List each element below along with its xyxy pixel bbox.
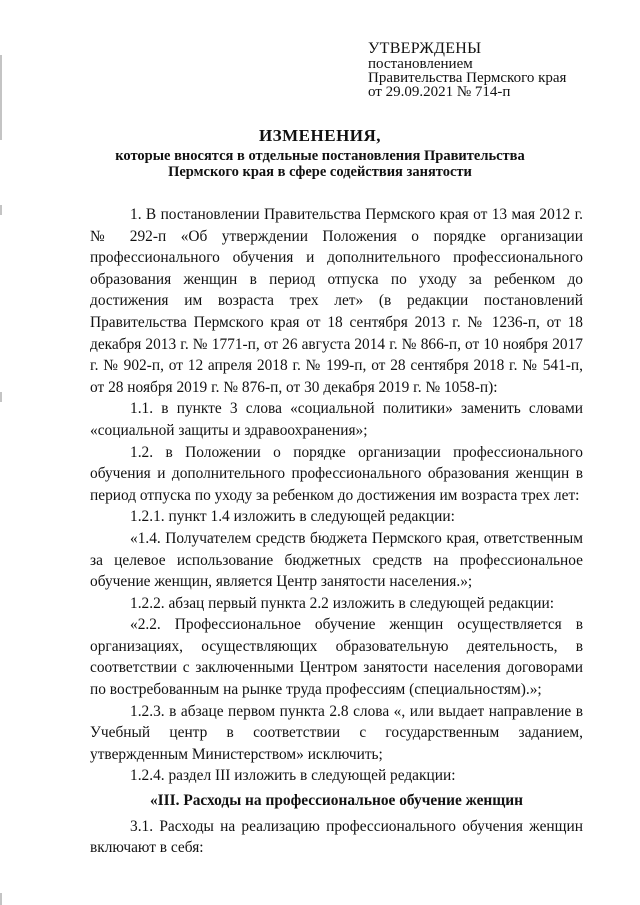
document-subtitle [0, 148, 640, 180]
approval-heading: УТВЕРЖДЕНЫ [368, 40, 482, 57]
document-title: ИЗМЕНЕНИЯ, [258, 126, 382, 145]
section-heading: «III. Расходы на профессиональное обучение женщин [149, 792, 524, 810]
paragraph: «1.4. Получателем средств бюджета Пермского края, ответственным за целевое использование бюджетных средств на профессиональное обучение женщин, является Центр занятости населения.»; [90, 529, 583, 591]
subtitle-line: Пермского края в сфере содействия занятости [168, 164, 472, 180]
paragraph: 1. В постановлении Правительства Пермского края от 13 мая 2012 г. № 292-п «Об утверждении Положения о порядке организации профессионального обучения и дополнительного профессионального образования женщин в период отпуска по уходу за ребенком до достижения им возраста трех лет» (в редакции постановлений Правительства Пермского края от 18 сентября 2013 г. № 1236-п, от 18 декабря 2013 г. № 1771-п, от 26 августа 2014 г. № 866-п, от 10 ноября 2017 г. № 902-п, от 12 апреля 2018 г. № 199-п, от 28 сентября 2018 г. № 541-п, от 28 ноября 2019 г. № 876-п, от 30 декабря 2019 г. № 1058-п): [90, 206, 583, 396]
approval-stamp [368, 41, 566, 99]
paragraph: 3.1. Расходы на реализацию профессионального обучения женщин включают в себя: [90, 817, 583, 857]
paragraph: 1.2.1. пункт 1.4 изложить в следующей редакции: [130, 508, 455, 526]
document-body [90, 204, 583, 859]
paragraph: 1.2.4. раздел III изложить в следующей редакции: [130, 767, 456, 785]
approval-line: Правительства Пермского края [368, 70, 567, 86]
approval-line: от 29.09.2021 № 714-п [368, 84, 511, 100]
paragraph: «2.2. Профессиональное обучение женщин осуществляется в организациях, осуществляющих образовательную деятельность, в соответствии с заключенными Центром занятости населения договорами по востребованным на рынке труда профессиям (специальностям).»; [90, 616, 583, 699]
paragraph: 1.2. в Положении о порядке организации профессионального обучения и дополнительного профессионального образования женщин в период отпуска по уходу за ребенком до достижения им возраста трех лет: [90, 443, 583, 504]
approval-line: постановлением [368, 56, 473, 72]
paragraph: 1.2.3. в абзаце первом пункта 2.8 слова «, или выдает направление в Учебный центр в соответствии с государственным заданием, утвержденным Министерством» исключить; [90, 702, 583, 763]
paragraph: 1.1. в пункте 3 слова «социальной политики» заменить словами «социальной защиты и здравоохранения»; [90, 400, 583, 439]
subtitle-line: которые вносятся в отдельные постановления Правительства [115, 148, 525, 164]
paragraph: 1.2.2. абзац первый пункта 2.2 изложить в следующей редакции: [130, 594, 554, 612]
